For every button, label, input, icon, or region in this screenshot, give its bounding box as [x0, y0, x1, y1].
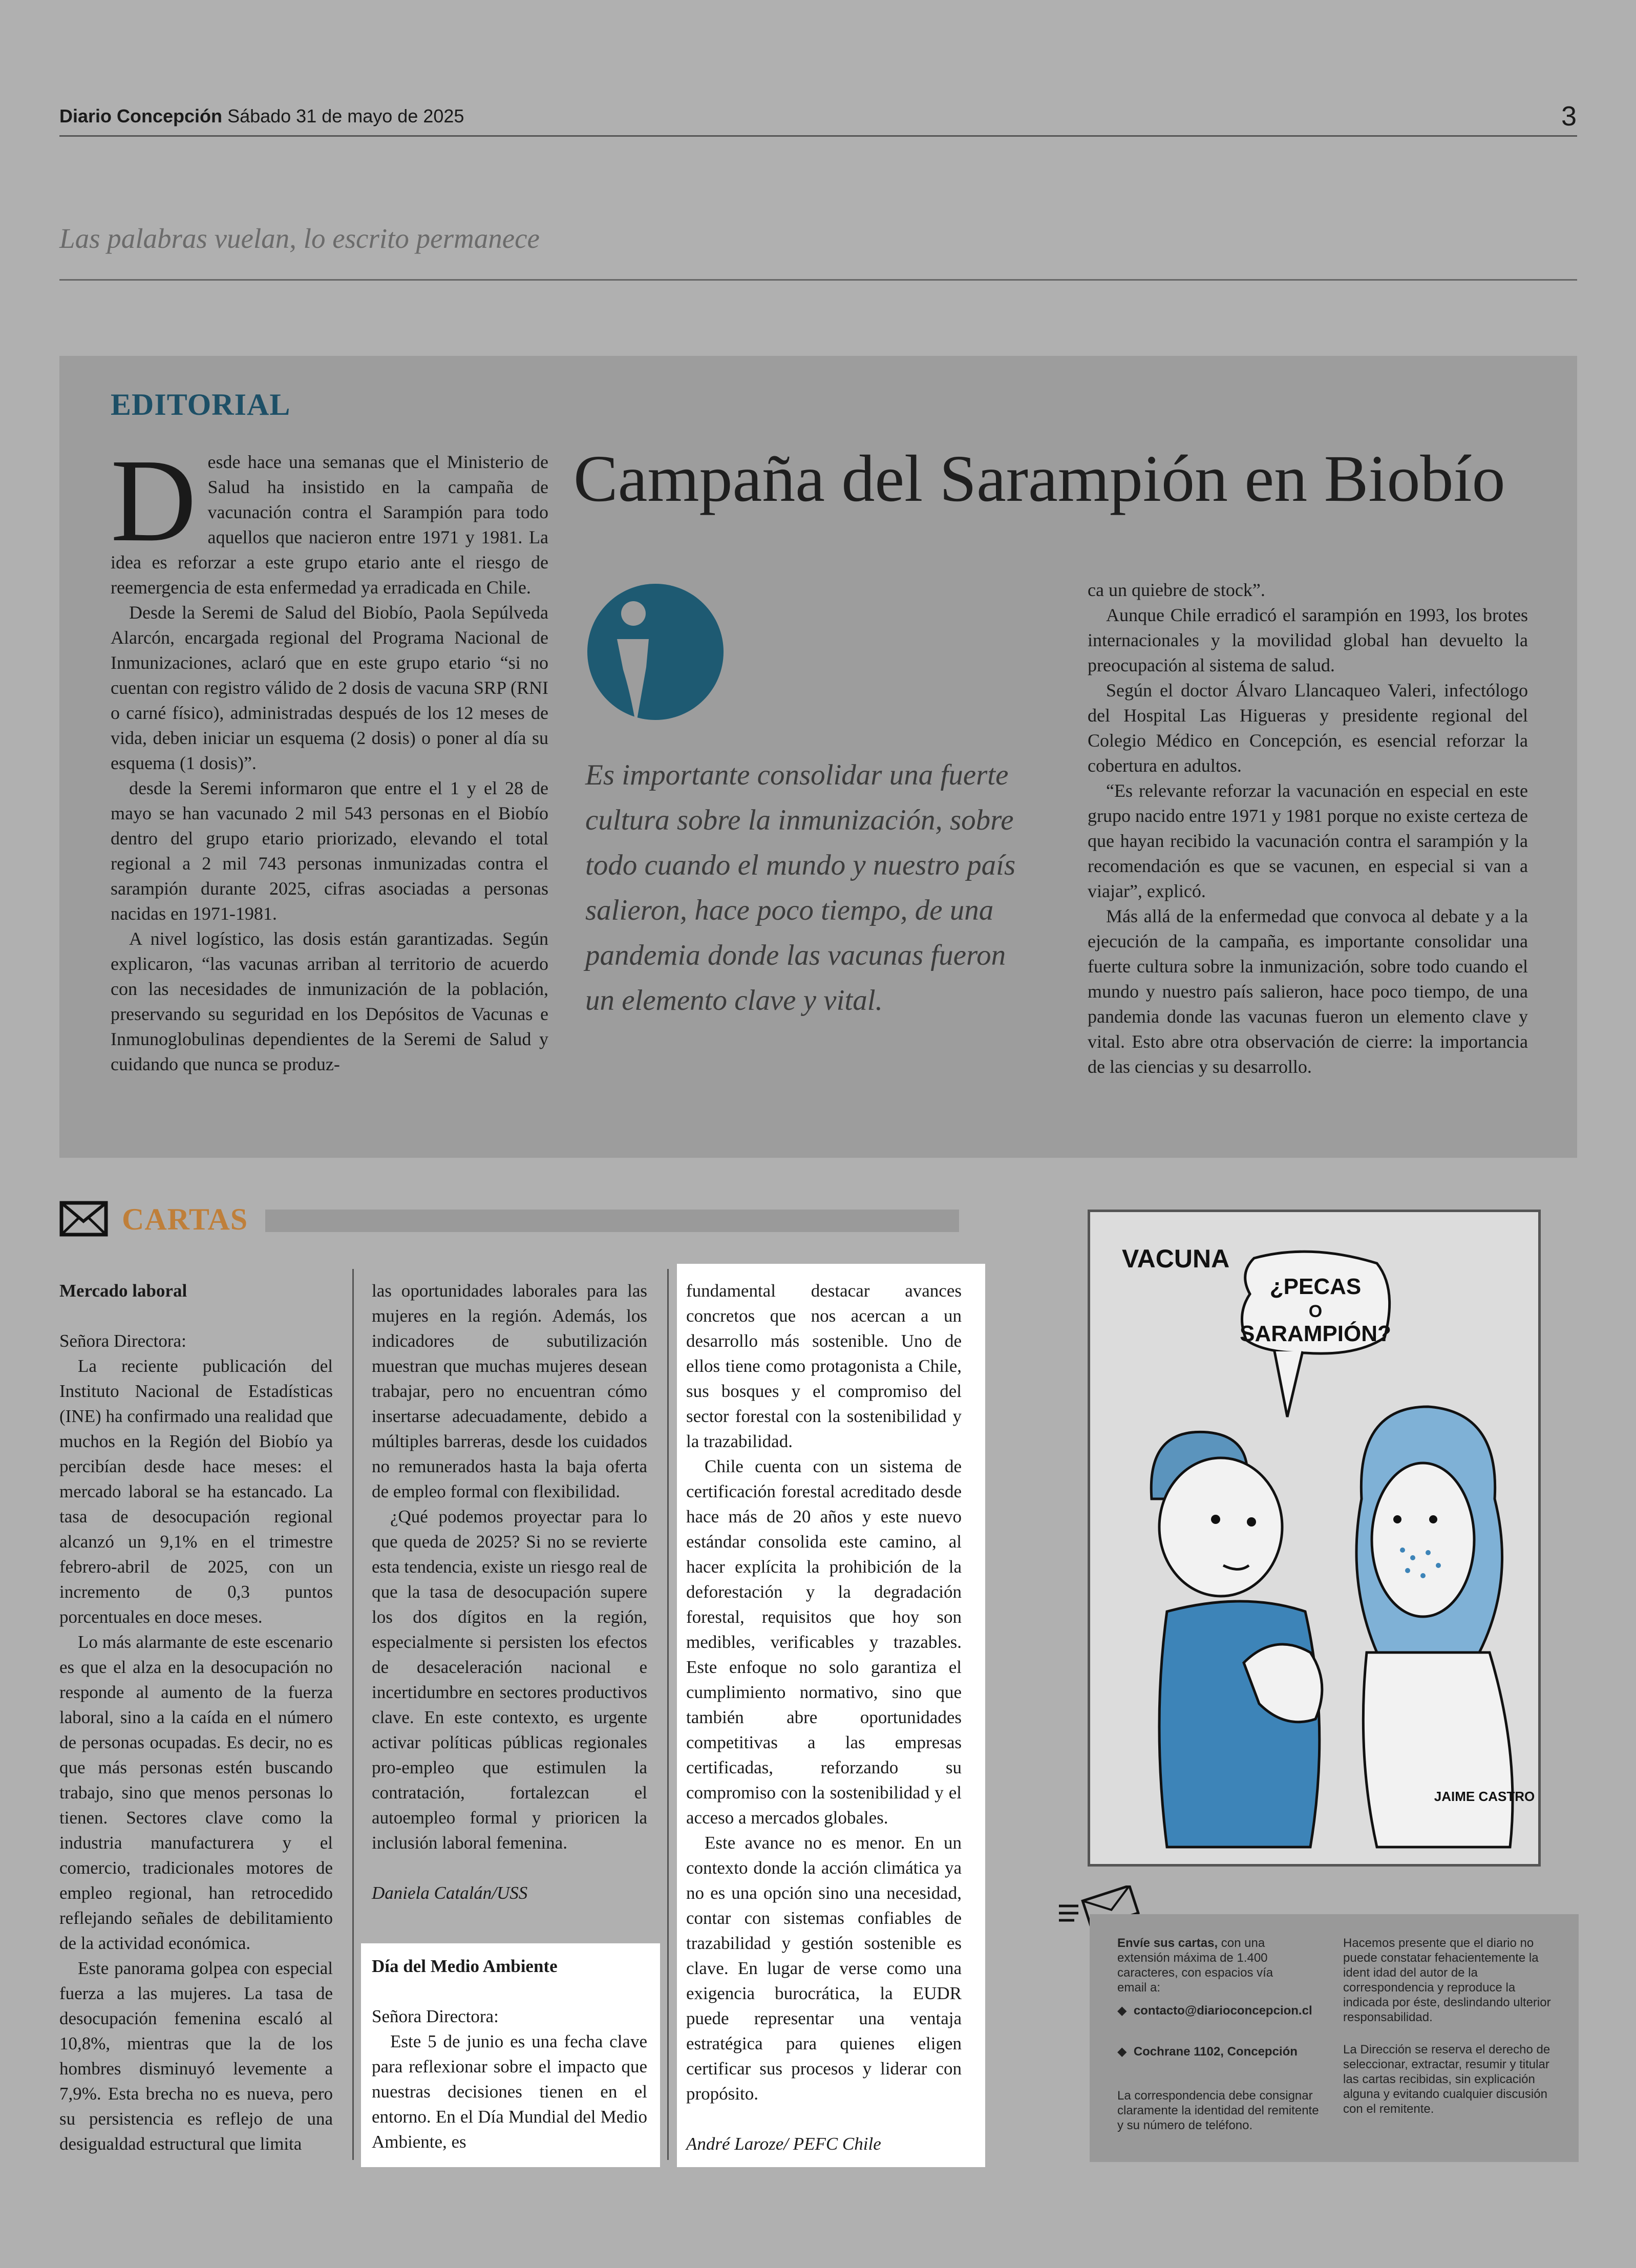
cartoon-title: VACUNA	[1122, 1244, 1230, 1273]
editorial-paragraph: A nivel logístico, las dosis están garantizadas. Según explicaron, “las vacunas arriban al territorio de acuerdo con las necesidades de inmunización de la población, preservando su seguridad en los Depósitos de Vacunas e Inmunoglobulinas dependientes de la Seremi de Salud y cuidando que nunca se produz-	[111, 928, 548, 1074]
letter-signature: André Laroze/ PEFC Chile	[686, 2134, 881, 2154]
editorial-pullquote: Es importante consolidar una fuerte cultura sobre la inmunización, sobre todo cuando el mundo y nuestro país salieron, hace poco tiempo, de una pandemia donde las vacunas fueron un elemento clave y vital.	[585, 759, 1016, 1016]
header-rule	[59, 135, 1577, 137]
editorial-rights-note: La Dirección se reserva el derecho de seleccionar, extractar, resumir y titular las cartas recibidas, sin explicación alguna y evitando cualquier discusión con el remitente.	[1343, 2043, 1550, 2116]
speech-line: O	[1308, 1302, 1323, 1321]
issue-date: Sábado 31 de mayo de 2025	[227, 105, 464, 126]
diamond-bullet-icon: ◆	[1117, 2045, 1127, 2059]
speech-line: SARAMPIÓN?	[1240, 1321, 1391, 1346]
cartas-label: CARTAS	[122, 1202, 248, 1236]
letter-paragraph: las oportunidades laborales para las mujeres en la región. Además, los indicadores de subutilización muestran que muchas mujeres desean trabajar, pero no encuentran cómo insertarse adecuadamente, debido a múltiples barreras, desde los cuidados no remunerados hasta la baja oferta de empleo formal con flexibilidad.	[372, 1281, 647, 1501]
letter-salutation: Señora Directora:	[59, 1331, 186, 1351]
letter-salutation: Señora Directora:	[372, 2006, 499, 2026]
contact-box	[1090, 1914, 1579, 2162]
boy-face	[1159, 1458, 1282, 1596]
speech-line: ¿PECAS	[1269, 1274, 1362, 1299]
editorial-cartoon	[1088, 1210, 1541, 1867]
contact-address	[1117, 2044, 1322, 2059]
bubble-tail	[1274, 1351, 1303, 1417]
letters-column-2	[372, 1278, 647, 1905]
send-instructions-bold: Envíe sus cartas,	[1117, 1936, 1218, 1950]
editorial-title: Campaña del Sarampión en Biobío	[573, 442, 1505, 516]
editorial-column-1	[111, 435, 548, 1077]
editorial-paragraph: esde hace una semanas que el Ministerio de Salud ha insistido en la campaña de vacunación contra el Sarampión para todo aquellos que nacieron entre 1971 y 1981. La idea es reforzar a este grupo etario ante el riesgo de reemergencia de esta enfermedad ya erradicada en Chile.	[111, 452, 548, 598]
letter-paragraph: Chile cuenta con un sistema de certificación forestal acreditado desde hace más de 20 años y este nuevo estándar consolida este camino, al hacer explícita la prohibición de la deforestación y la degradación forestal, requisitos que hoy son medibles, verificables y trazables. Este enfoque no solo garantiza el cumplimiento normativo, sino que también abre oportunidades competitivas a las empresas certificadas, reforzando su compromiso con la sostenibilidad y el acceso a mercados globales.	[686, 1456, 962, 1828]
cartas-header-bar	[265, 1210, 959, 1232]
girl-face	[1372, 1463, 1474, 1617]
publication-name: Diario Concepción	[59, 105, 223, 126]
editorial-paragraph: desde la Seremi informaron que entre el 1 y el 28 de mayo se han vacunado 2 mil 543 personas en el Biobío dentro del grupo etario priorizado, elevando el total regional a 2 mil 743 personas inmunizadas contra el sarampión durante 2025, cifras asociadas a personas nacidas en 1971-1981.	[111, 778, 548, 924]
letter-paragraph: Este avance no es menor. En un contexto donde la acción climática ya no es una opción sino una necesidad, contar con sistemas confiables de trazabilidad y gestión sostenible es clave. En lugar de verse como una exigencia burocrática, la EUDR puede representar una ventaja estratégica para quienes eligen certificar sus procesos y liderar con propósito.	[686, 1833, 962, 2104]
page-number: 3	[1561, 101, 1577, 132]
editorial-label: EDITORIAL	[111, 388, 291, 421]
cartoonist-signature: JAIME CASTRO	[1434, 1789, 1535, 1804]
letter2-start	[372, 1954, 647, 2154]
letter-paragraph: Este panorama golpea con especial fuerza a las mujeres. La tasa de desocupación femenina escaló al 10,8%, mientras que la de los hombres disminuyó levemente a 7,9%. Esta brecha no es nueva, pero su persistencia es reflejo de una desigualdad estructural que limita	[59, 1958, 333, 2154]
contact-email[interactable]	[1117, 2003, 1322, 2018]
drop-cap: D	[111, 435, 197, 566]
disclaimer-note: Hacemos presente que el diario no puede constatar fehacientemente la ident idad del autor de la correspondencia y reproduce la indicada por éste, deslindando ulterior responsabilidad.	[1343, 1936, 1551, 2024]
diamond-bullet-icon: ◆	[1117, 2004, 1127, 2018]
editorial-column-3	[1088, 578, 1528, 1079]
section-motto: Las palabras vuelan, lo escrito permanece	[59, 223, 540, 254]
boy-body	[1159, 1601, 1320, 1847]
letter-paragraph: La reciente publicación del Instituto Nacional de Estadísticas (INE) ha confirmado una realidad que muchos en la Región del Biobío ya percibían desde hace meses: el mercado laboral se ha estancado. La tasa de desocupación regional alcanzó un 9,1% en el trimestre febrero-abril de 2025, con un incremento de 0,3 puntos porcentuales en doce meses.	[59, 1356, 333, 1627]
page-header	[59, 105, 1577, 127]
postal-address: Cochrane 1102, Concepción	[1133, 2045, 1298, 2059]
letter-headline: Día del Medio Ambiente	[372, 1956, 558, 1976]
letter-signature: Daniela Catalán/USS	[372, 1883, 528, 1903]
editorial-paragraph: Según el doctor Álvaro Llancaqueo Valeri, infectólogo del Hospital Las Higueras y presidente regional del Colegio Médico en Concepción, es esencial reforzar la cobertura en adultos.	[1088, 680, 1528, 776]
send-instructions-text: con una extensión máxima de 1.400 caracteres, con espacios vía email a:	[1117, 1936, 1273, 1995]
identity-note: La correspondencia debe consignar claramente la identidad del remitente y su número de teléfono.	[1117, 2089, 1319, 2132]
letter-headline: Mercado laboral	[59, 1281, 187, 1301]
editorial-paragraph: Más allá de la enfermedad que convoca al debate y a la ejecución de la campaña, es importante consolidar una fuerte cultura sobre la inmunización, sobre todo cuando el mundo y nuestro país salieron, hace poco tiempo, de una pandemia donde las vacunas fueron un elemento clave y vital. Esto abre otra observación de cierre: la importancia de las ciencias y su desarrollo.	[1088, 906, 1528, 1077]
editorial-paragraph: Desde la Seremi de Salud del Biobío, Paola Sepúlveda Alarcón, encargada regional del Programa Nacional de Inmunizaciones, aclaró que en este grupo etario “si no cuentan con registro válido de 2 dosis de vacuna SRP (RNI o carné físico), administradas después de los 12 meses de vida, deben iniciar un esquema (2 dosis) o poner al día su esquema (1 dosis)”.	[111, 602, 548, 773]
editorial-paragraph: Aunque Chile erradicó el sarampión en 1993, los brotes internacionales y la movilidad global han devuelto la preocupación al sistema de salud.	[1088, 605, 1528, 675]
letter-paragraph: Lo más alarmante de este escenario es que el alza en la desocupación no responde al aumento de la fuerza laboral, sino a la caída en el número de personas ocupadas. Es decir, no es que más personas estén buscando trabajo, sino que menos personas lo tienen. Sectores clave como la industria manufacturera y el comercio, tradicionales motores de empleo regional, han retrocedido reflejando señales de debilitamiento de la actividad económica.	[59, 1632, 333, 1953]
email-address[interactable]: contacto@diarioconcepcion.cl	[1133, 2004, 1312, 2018]
girl-body	[1363, 1652, 1513, 1847]
motto-rule	[59, 279, 1577, 281]
send-instructions	[1117, 1936, 1302, 1995]
column-rule	[352, 1269, 354, 2160]
envelope-icon	[59, 1201, 108, 1237]
info-icon	[586, 580, 725, 724]
letter-paragraph: fundamental destacar avances concretos que nos acercan a un desarrollo más sostenible. Uno de ellos tiene como protagonista a Chile, sus bosques y el compromiso del sector forestal con la sostenibilidad y la trazabilidad.	[686, 1281, 962, 1451]
editorial-paragraph: “Es relevante reforzar la vacunación en especial en este grupo nacido entre 1971 y 1981 porque no existe certeza de que hayan recibido la vacunación contra el sarampión y la recomendación es que se vacunen, en especial si van a viajar”, explicó.	[1088, 780, 1528, 901]
letters-column-3	[686, 1278, 962, 2156]
editorial-paragraph: ca un quiebre de stock”.	[1088, 580, 1265, 600]
letters-column-1	[59, 1278, 333, 2156]
letter-paragraph: ¿Qué podemos proyectar para lo que queda de 2025? Si no se revierte esta tendencia, existe un riesgo real de que la tasa de desocupación supere los dos dígitos en la región, especialmente si persisten los efectos de desaceleración nacional e incertidumbre en sectores productivos clave. En este contexto, es urgente activar políticas públicas regionales pro-empleo que estimulen la contratación, fortalezcan el autoempleo formal y prioricen la inclusión laboral femenina.	[372, 1507, 647, 1853]
letter-paragraph: Este 5 de junio es una fecha clave para reflexionar sobre el impacto que nuestras decisiones tienen en el entorno. En el Día Mundial del Medio Ambiente, es	[372, 2031, 647, 2152]
column-rule	[667, 1269, 669, 2160]
